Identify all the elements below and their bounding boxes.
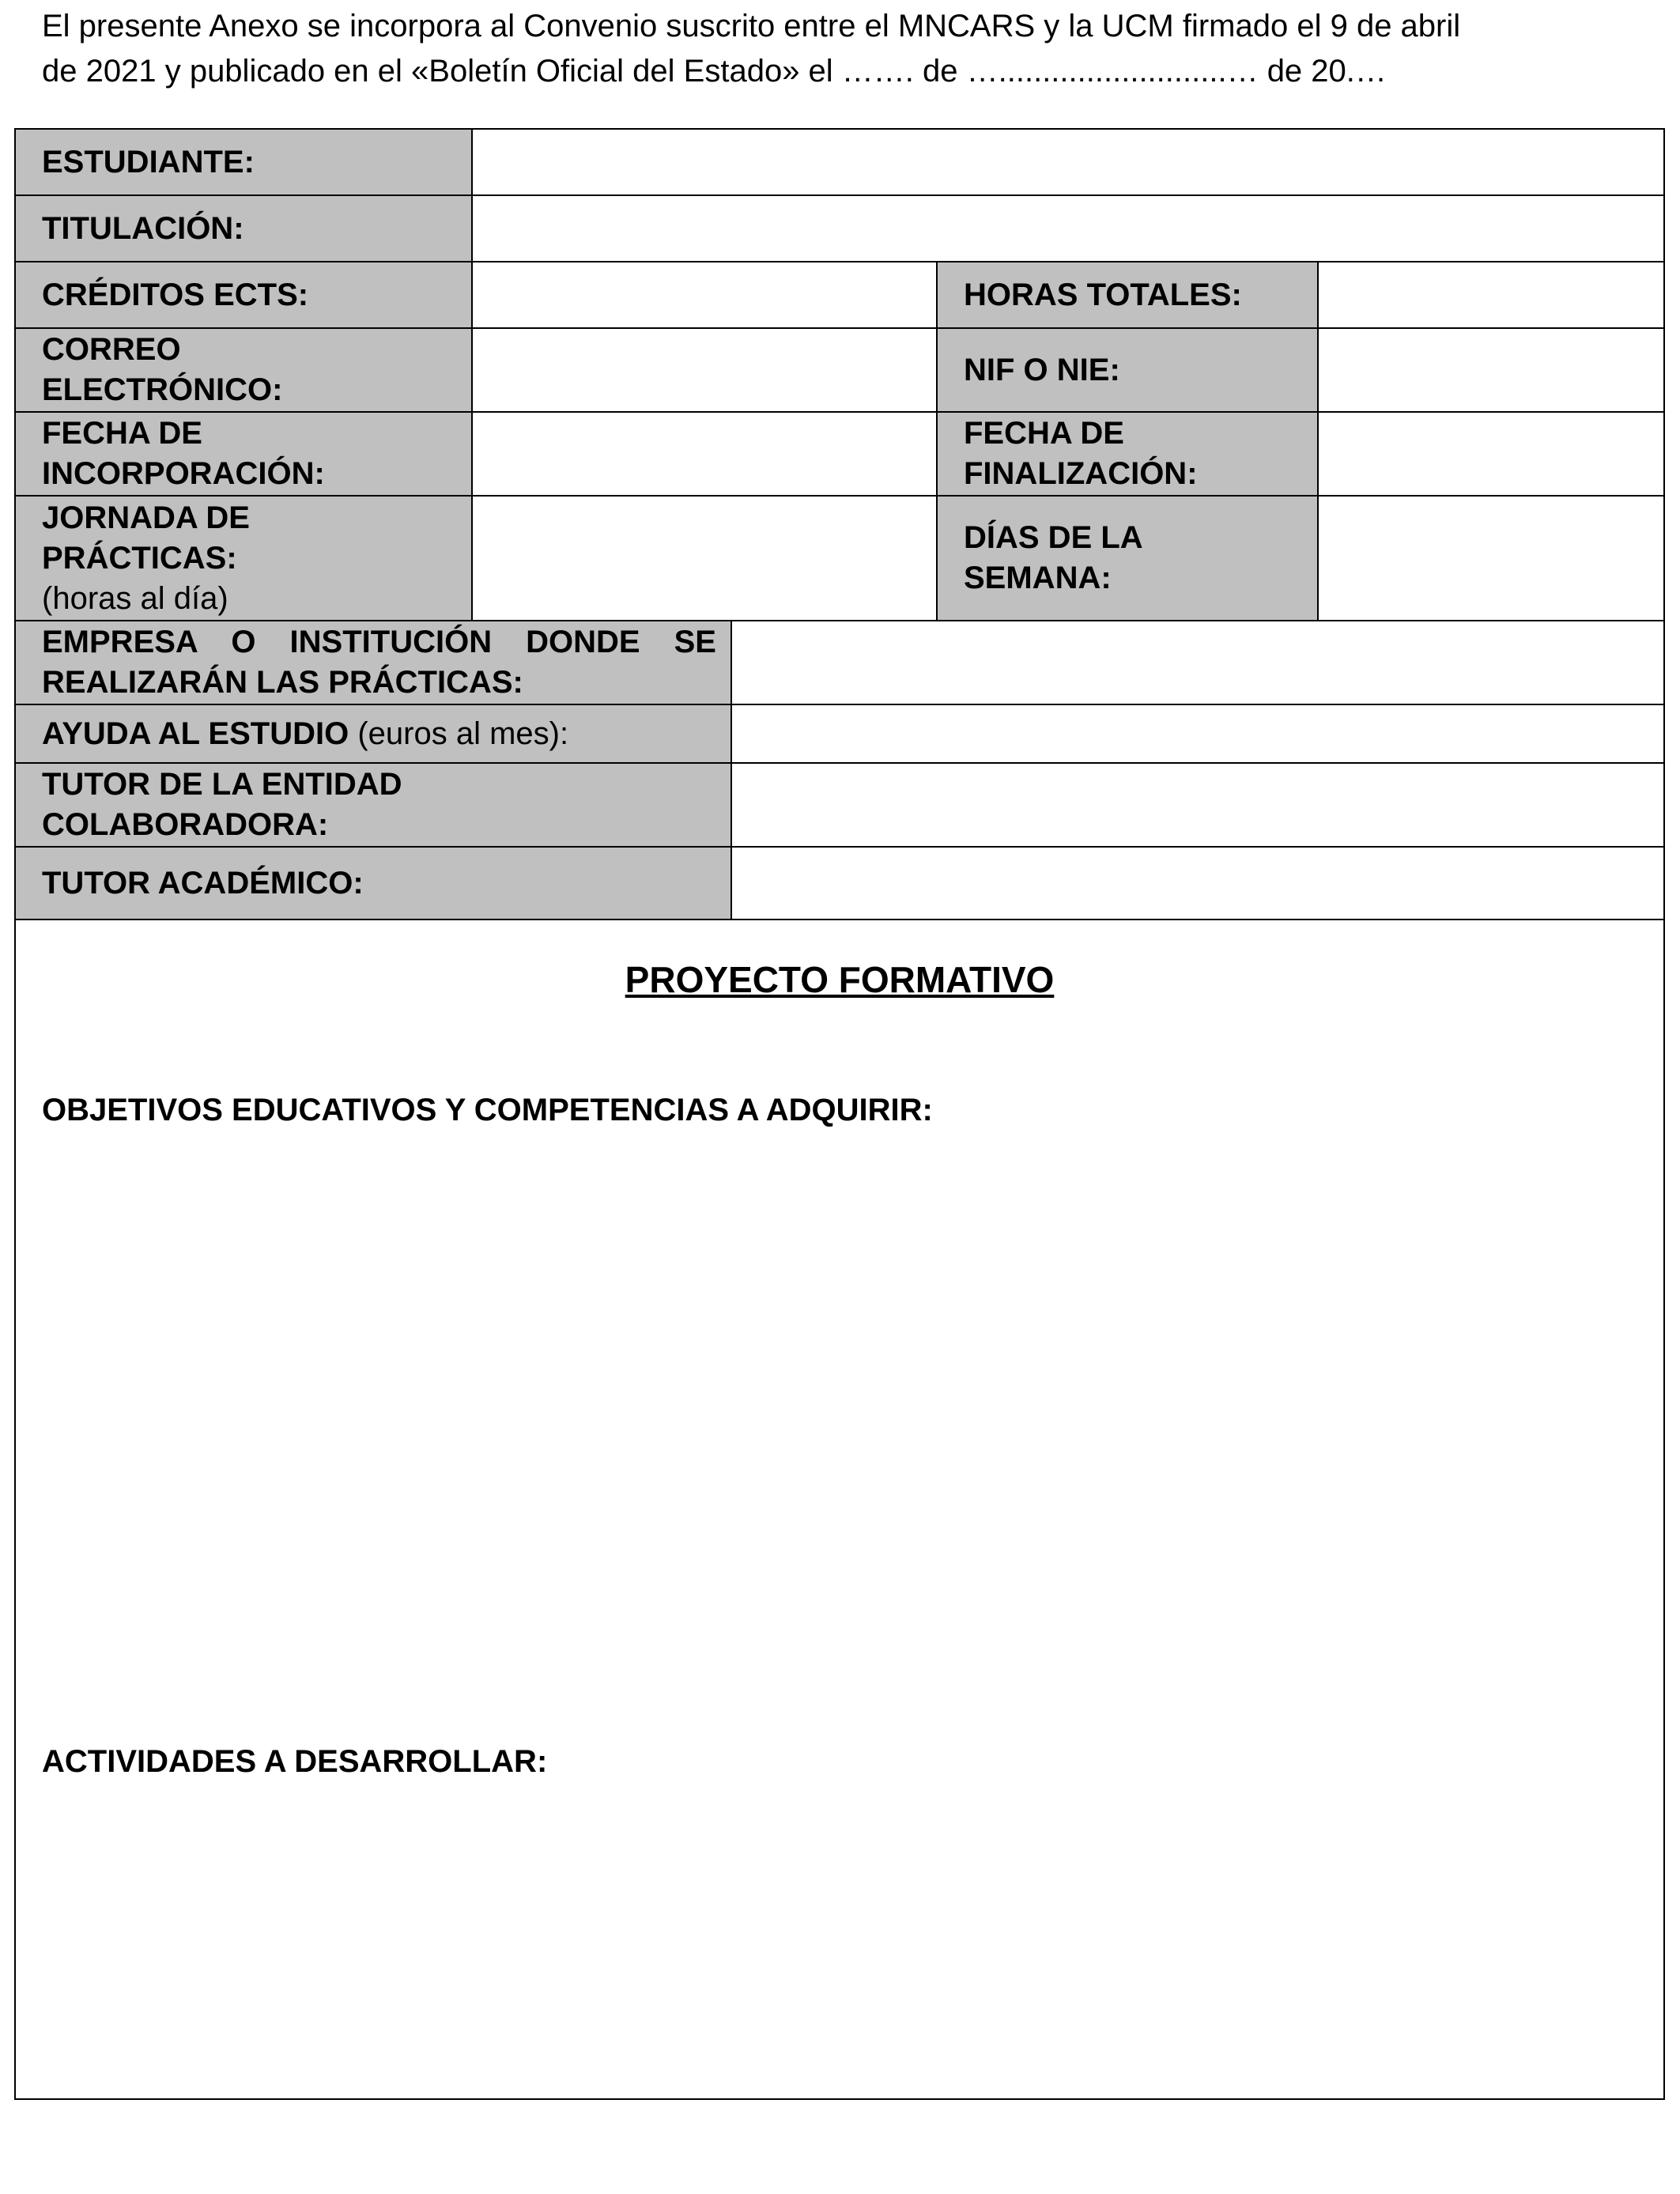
- label-dias-semana: [938, 497, 1317, 620]
- label-fecha-incorporacion-line1: FECHA DE: [42, 416, 202, 451]
- label-dias-semana-line2: SEMANA:: [964, 561, 1112, 595]
- label-correo-line1: CORREO: [42, 332, 181, 367]
- label-creditos-text: CRÉDITOS ECTS:: [42, 277, 309, 312]
- divider: [16, 411, 1663, 413]
- label-jornada-line2: PRÁCTICAS:: [42, 540, 237, 576]
- intro-line-2: de 2021 y publicado en el «Boletín Oficial del Estado» el ……. de …..........................… de 20.…: [42, 54, 1387, 89]
- proyecto-formativo-title: PROYECTO FORMATIVO: [625, 959, 1055, 1000]
- divider: [731, 620, 732, 919]
- label-horas-totales-text: HORAS TOTALES:: [964, 277, 1242, 312]
- label-tutor-entidad-line2: COLABORADORA:: [42, 807, 329, 842]
- objetivos-area[interactable]: [42, 1150, 1639, 1608]
- divider: [16, 194, 1663, 196]
- label-ayuda-estudio: [16, 705, 731, 762]
- field-creditos[interactable]: [473, 262, 936, 327]
- divider: [16, 620, 1663, 621]
- label-fecha-finalizacion: [938, 413, 1317, 495]
- divider: [16, 846, 1663, 848]
- field-ayuda-estudio[interactable]: [732, 705, 1663, 762]
- label-empresa-line2: REALIZARÁN LAS PRÁCTICAS:: [42, 665, 523, 700]
- actividades-heading: ACTIVIDADES A DESARROLLAR:: [42, 1744, 548, 1779]
- divider: [471, 130, 473, 620]
- actividades-area[interactable]: [42, 1798, 1639, 2075]
- field-correo[interactable]: [473, 329, 936, 411]
- field-horas-totales[interactable]: [1319, 262, 1663, 327]
- field-dias-semana[interactable]: [1319, 497, 1663, 620]
- label-titulacion-text: TITULACIÓN:: [42, 210, 244, 246]
- label-jornada-line1: JORNADA DE: [42, 500, 250, 535]
- label-nif: [938, 329, 1317, 411]
- label-horas-totales: [938, 262, 1317, 327]
- divider: [936, 261, 938, 620]
- label-jornada: [16, 497, 471, 620]
- divider: [16, 919, 1663, 920]
- divider: [1317, 261, 1319, 620]
- label-fecha-finalizacion-line1: FECHA DE: [964, 416, 1124, 451]
- label-empresa-line1: EMPRESA O INSTITUCIÓN DONDE SE: [42, 625, 716, 659]
- divider: [16, 327, 1663, 329]
- internship-form: [14, 128, 1665, 2100]
- label-correo-line2: ELECTRÓNICO:: [42, 372, 283, 407]
- divider: [16, 762, 1663, 764]
- label-nif-text: NIF O NIE:: [964, 352, 1120, 387]
- label-empresa: [16, 621, 731, 704]
- divider: [16, 704, 1663, 705]
- field-nif[interactable]: [1319, 329, 1663, 411]
- field-empresa[interactable]: [732, 621, 1663, 704]
- field-tutor-academico[interactable]: [732, 848, 1663, 919]
- field-tutor-entidad[interactable]: [732, 764, 1663, 846]
- label-tutor-entidad: [16, 764, 731, 846]
- objetivos-heading: OBJETIVOS EDUCATIVOS Y COMPETENCIAS A ADQUIRIR:: [42, 1093, 933, 1127]
- intro-paragraph: [42, 4, 1655, 94]
- label-dias-semana-line1: DÍAS DE LA: [964, 520, 1143, 555]
- field-fecha-finalizacion[interactable]: [1319, 413, 1663, 495]
- label-fecha-finalizacion-line2: FINALIZACIÓN:: [964, 456, 1198, 491]
- label-ayuda-bold: AYUDA AL ESTUDIO: [42, 716, 349, 751]
- label-titulacion: [16, 196, 471, 261]
- label-ayuda-estudio-text: [42, 714, 731, 754]
- field-fecha-incorporacion[interactable]: [473, 413, 936, 495]
- label-estudiante-text: ESTUDIANTE:: [42, 144, 255, 179]
- label-tutor-entidad-line1: TUTOR DE LA ENTIDAD: [42, 767, 402, 802]
- label-fecha-incorporacion: [16, 413, 471, 495]
- label-correo: [16, 329, 471, 411]
- label-jornada-line3: (horas al día): [42, 580, 228, 616]
- label-ayuda-normal: (euros al mes):: [357, 716, 569, 751]
- field-estudiante[interactable]: [473, 130, 1663, 194]
- label-creditos: [16, 262, 471, 327]
- divider: [16, 261, 1663, 262]
- label-tutor-academico-text: TUTOR ACADÉMICO:: [42, 865, 364, 901]
- intro-line-1: El presente Anexo se incorpora al Convenio suscrito entre el MNCARS y la UCM firmado el 9 de abril: [42, 9, 1461, 43]
- field-titulacion[interactable]: [473, 196, 1663, 261]
- label-tutor-academico: [16, 848, 731, 919]
- field-jornada[interactable]: [473, 497, 936, 620]
- label-fecha-incorporacion-line2: INCORPORACIÓN:: [42, 456, 325, 491]
- label-estudiante: [16, 130, 471, 194]
- divider: [16, 495, 1663, 497]
